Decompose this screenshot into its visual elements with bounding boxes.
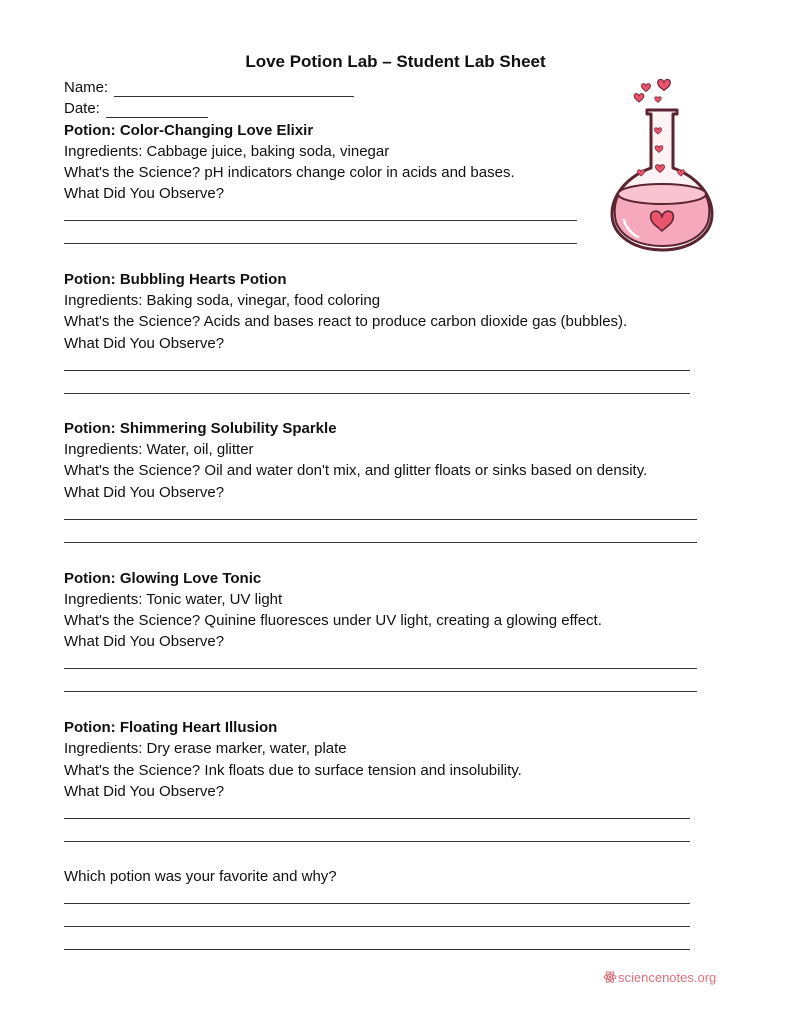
potion-5-name: Potion: Floating Heart Illusion [64, 719, 278, 736]
love-potion-flask-icon [604, 74, 722, 252]
potion-1-science: What's the Science? pH indicators change color in acids and bases. [64, 164, 515, 181]
potion-3-answer-line-2[interactable] [64, 542, 697, 543]
potion-5-ingredients: Ingredients: Dry erase marker, water, plate [64, 740, 347, 757]
favorite-answer-line-2[interactable] [64, 926, 690, 927]
potion-1-ingredients: Ingredients: Cabbage juice, baking soda, vinegar [64, 143, 390, 160]
date-field[interactable] [106, 102, 208, 118]
potion-3-answer-line-1[interactable] [64, 519, 697, 520]
potion-1-answer-line-2[interactable] [64, 243, 577, 244]
potion-1-name: Potion: Color-Changing Love Elixir [64, 122, 314, 139]
potion-2-science: What's the Science? Acids and bases react to produce carbon dioxide gas (bubbles). [64, 313, 628, 330]
potion-4-observe: What Did You Observe? [64, 633, 225, 650]
potion-4-answer-line-2[interactable] [64, 691, 697, 692]
favorite-answer-line-1[interactable] [64, 903, 690, 904]
potion-2-observe: What Did You Observe? [64, 335, 225, 352]
page-title: Love Potion Lab – Student Lab Sheet [245, 52, 546, 71]
potion-1-observe: What Did You Observe? [64, 185, 225, 202]
potion-3-observe: What Did You Observe? [64, 484, 225, 501]
potion-2-ingredients: Ingredients: Baking soda, vinegar, food coloring [64, 292, 381, 309]
potion-1-answer-line-1[interactable] [64, 220, 577, 221]
footer-credit [603, 970, 716, 985]
name-label: Name: [64, 79, 109, 96]
footer-link[interactable]: sciencenotes.org [618, 970, 717, 985]
potion-5-observe: What Did You Observe? [64, 783, 225, 800]
potion-3-name: Potion: Shimmering Solubility Sparkle [64, 420, 337, 437]
potion-4-name: Potion: Glowing Love Tonic [64, 570, 262, 587]
potion-5-science: What's the Science? Ink floats due to surface tension and insolubility. [64, 762, 522, 779]
date-label: Date: [64, 100, 100, 117]
potion-4-science: What's the Science? Quinine fluoresces under UV light, creating a glowing effect. [64, 612, 602, 629]
potion-5-answer-line-2[interactable] [64, 841, 690, 842]
name-row [64, 79, 354, 97]
potion-3-ingredients: Ingredients: Water, oil, glitter [64, 441, 254, 458]
potion-2-answer-line-2[interactable] [64, 393, 690, 394]
potion-2-answer-line-1[interactable] [64, 370, 690, 371]
potion-4-answer-line-1[interactable] [64, 668, 697, 669]
date-row [64, 100, 208, 118]
potion-2-name: Potion: Bubbling Hearts Potion [64, 271, 287, 288]
name-field[interactable] [114, 81, 354, 97]
potion-5-answer-line-1[interactable] [64, 818, 690, 819]
favorite-answer-line-3[interactable] [64, 949, 690, 950]
potion-3-science: What's the Science? Oil and water don't mix, and glitter floats or sinks based on density. [64, 462, 648, 479]
atom-icon [603, 970, 617, 984]
favorite-question: Which potion was your favorite and why? [64, 868, 337, 885]
potion-4-ingredients: Ingredients: Tonic water, UV light [64, 591, 283, 608]
